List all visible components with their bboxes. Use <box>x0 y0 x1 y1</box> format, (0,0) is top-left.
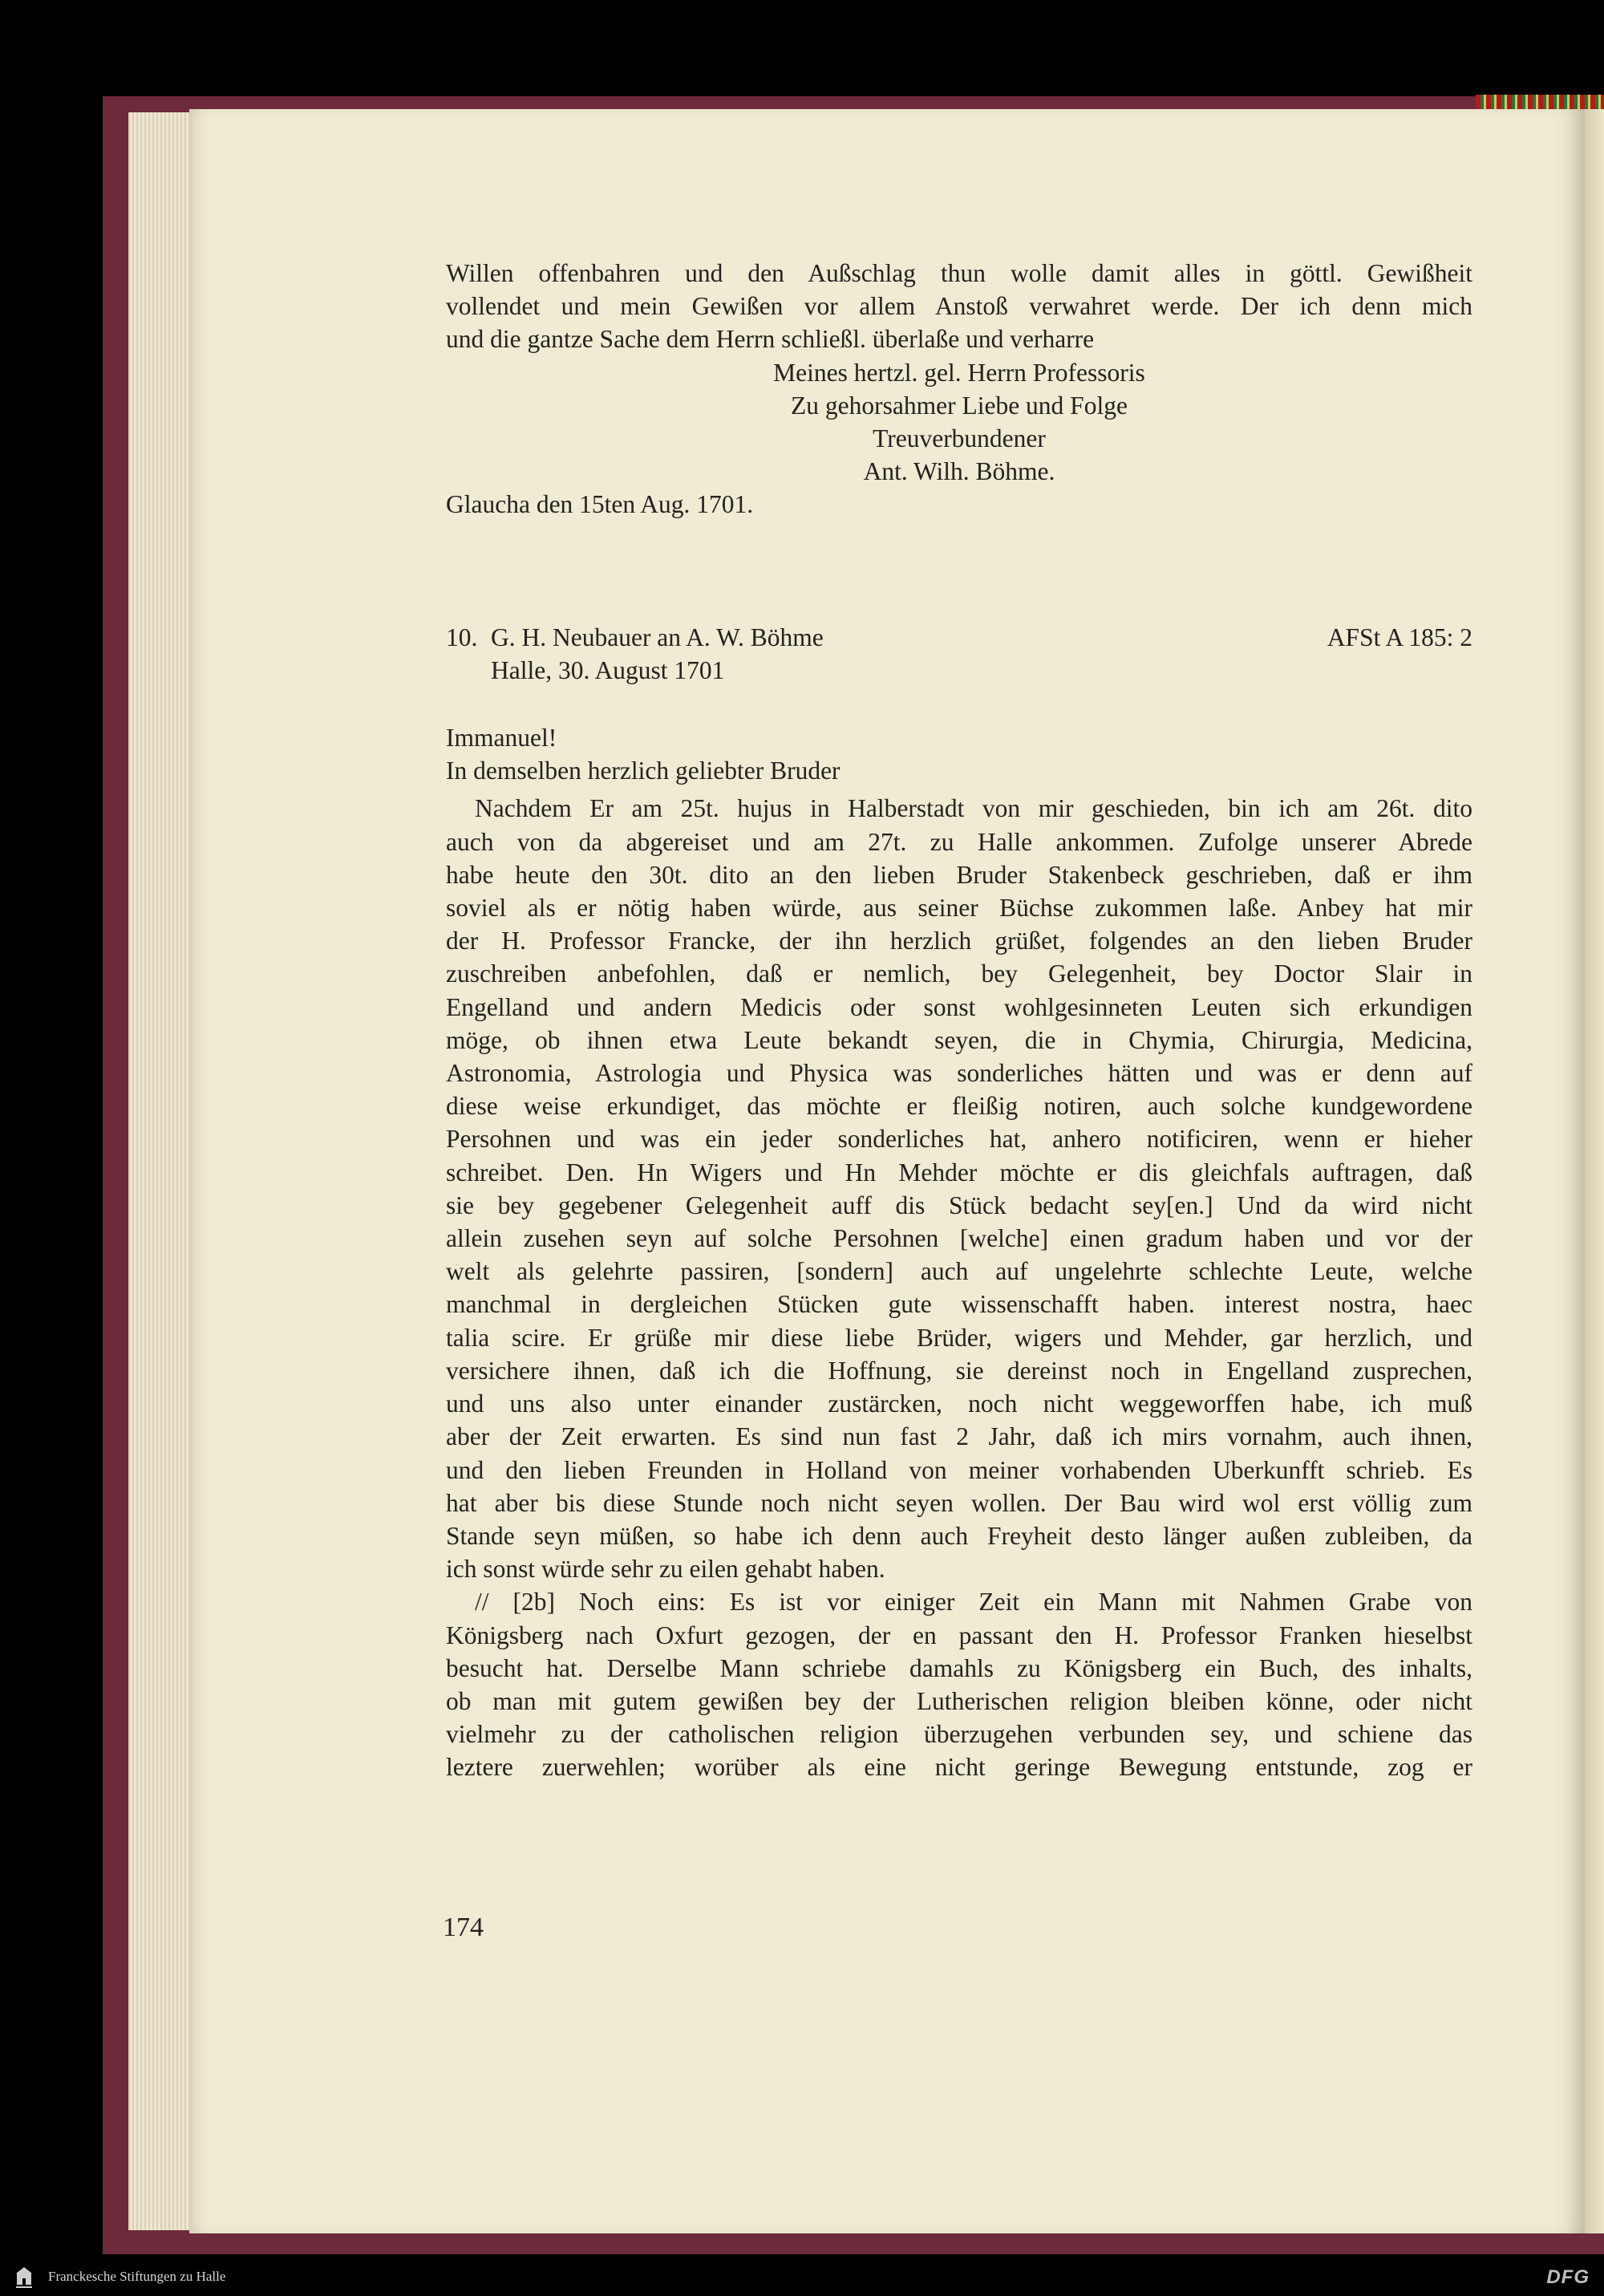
text-line: sie bey gegebener Gelegenheit auff dis Stück bedacht sey[en.] Und da wird nicht <box>446 1191 1472 1219</box>
text-line: besucht hat. Derselbe Mann schriebe damahls zu Königsberg ein Buch, des inhalts, <box>446 1653 1472 1682</box>
page-text <box>446 257 1472 1784</box>
page-number: 174 <box>443 1913 484 1942</box>
text-line: Astronomia, Astrologia und Physica was sonderliches hätten und was er denn auf <box>446 1059 1472 1088</box>
paragraph-2 <box>446 1585 1472 1783</box>
greeting: Immanuel! <box>446 724 557 752</box>
letter-heading <box>446 621 1472 654</box>
salutation-line: Treuverbundener <box>873 424 1046 453</box>
letter-heading-left <box>446 621 824 654</box>
text-line: möge, ob ihnen etwa Leute bekandt seyen, die in Chymia, Chirurgia, Medicina, <box>446 1025 1472 1054</box>
text-line: der H. Professor Francke, der ihn herzlich grüßet, folgendes an den lieben Bruder <box>446 927 1472 955</box>
letter-title: G. H. Neubauer an A. W. Böhme <box>491 623 824 651</box>
text-line: vielmehr zu der catholischen religion überzugehen verbunden sey, und schiene das <box>446 1720 1472 1749</box>
text-line: Königsberg nach Oxfurt gezogen, der en passant den H. Professor Franken hieselbst <box>446 1621 1472 1649</box>
text-line: leztere zuerwehlen; worüber als eine nicht geringe Bewegung entstunde, zog er <box>446 1753 1472 1782</box>
text-line: Persohnen und was ein jeder sonderliches hat, anhero notificiren, wenn er hieher <box>446 1125 1472 1154</box>
place-date: Glaucha den 15ten Aug. 1701. <box>446 490 754 519</box>
dfg-logo: DFG <box>1546 2266 1590 2288</box>
institution-logo-icon <box>14 2266 34 2290</box>
text-line: auch von da abgereiset und am 27t. zu Halle ankommen. Zufolge unserer Abrede <box>446 827 1472 856</box>
text-line: diese weise erkundiget, das möchte er fleißig notiren, auch solche kundgewordene <box>446 1092 1472 1121</box>
text-line: hat aber bis diese Stunde noch nicht seyen wollen. Der Bau wird wol erst völlig zum <box>446 1488 1472 1517</box>
text-line: Willen offenbahren und den Außschlag thun wolle damit alles in göttl. Gewißheit <box>446 259 1472 287</box>
footer-institution: Franckesche Stiftungen zu Halle <box>48 2269 226 2284</box>
text-line: soviel als er nötig haben würde, aus seiner Büchse zukommen laße. Anbey hat mir <box>446 894 1472 923</box>
viewer-footer <box>0 2261 1604 2296</box>
text-line: allein zusehen seyn auf solche Persohnen [welche] einen gradum haben und vor der <box>446 1224 1472 1253</box>
text-line: aber der Zeit erwarten. Es sind nun fast 2 Jahr, daß ich mirs vornahm, auch ihnen, <box>446 1422 1472 1451</box>
text-line: manchmal in dergleichen Stücken gute wissenschafft haben. interest nostra, haec <box>446 1290 1472 1319</box>
text-line: Engelland und andern Medicis oder sonst wohlgesinneten Leuten sich erkundigen <box>446 992 1472 1021</box>
text-line: vollendet und mein Gewißen vor allem Anstoß verwahret werde. Der ich denn mich <box>446 292 1472 321</box>
paragraph-1 <box>446 792 1472 1585</box>
text-line: ich sonst würde sehr zu eilen gehabt haben. <box>446 1555 885 1584</box>
text-line: Nachdem Er am 25t. hujus in Halberstadt von mir geschieden, bin ich am 26t. dito <box>475 794 1472 823</box>
text-line: und die gantze Sache dem Herrn schließl. überlaße und verharre <box>446 325 1095 354</box>
section-gap <box>446 687 1472 721</box>
letter-place-date: Halle, 30. August 1701 <box>491 655 725 684</box>
text-line: versichere ihnen, daß ich die Hoffnung, sie dereinst noch in Engelland zusprechen, <box>446 1356 1472 1385</box>
signature-line: Ant. Wilh. Böhme. <box>863 457 1055 486</box>
archive-reference: AFSt A 185: 2 <box>1327 623 1472 651</box>
text-line: // [2b] Noch eins: Es ist vor einiger Zeit ein Mann mit Nahmen Grabe von <box>475 1588 1472 1617</box>
page-gutter-edge <box>1585 109 1604 2233</box>
text-line: ob man mit gutem gewißen bey der Lutherischen religion bleiben könne, oder nicht <box>446 1686 1472 1715</box>
text-line: talia scire. Er grüße mir diese liebe Brüder, wigers und Mehder, gar herzlich, und <box>446 1323 1472 1352</box>
address-line: In demselben herzlich geliebter Bruder <box>446 757 840 785</box>
text-line: und uns also unter einander zustärcken, noch nicht weggeworffen habe, ich muß <box>446 1389 1472 1418</box>
salutation-line: Meines hertzl. gel. Herrn Professoris <box>773 358 1145 387</box>
text-line: habe heute den 30t. dito an den lieben Bruder Stakenbeck geschrieben, daß er ihm <box>446 860 1472 889</box>
salutation-line: Zu gehorsahmer Liebe und Folge <box>791 391 1128 420</box>
text-line: schreibet. Den. Hn Wigers und Hn Mehder möchte er dis gleichfals auftragen, daß <box>446 1158 1472 1187</box>
letter-number: 10. <box>446 623 478 651</box>
text-line: zuschreiben anbefohlen, daß er nemlich, bey Gelegenheit, bey Doctor Slair in <box>446 959 1472 988</box>
text-line: Stande seyn müßen, so habe ich denn auch Freyheit desto länger außen zubleiben, da <box>446 1521 1472 1550</box>
text-line: und den lieben Freunden in Holland von meiner vorhabenden Uberkunfft schrieb. Es <box>446 1455 1472 1484</box>
text-line: welt als gelehrte passiren, [sondern] auch auf ungelehrte schlechte Leute, welche <box>446 1257 1472 1286</box>
section-gap <box>446 521 1472 621</box>
